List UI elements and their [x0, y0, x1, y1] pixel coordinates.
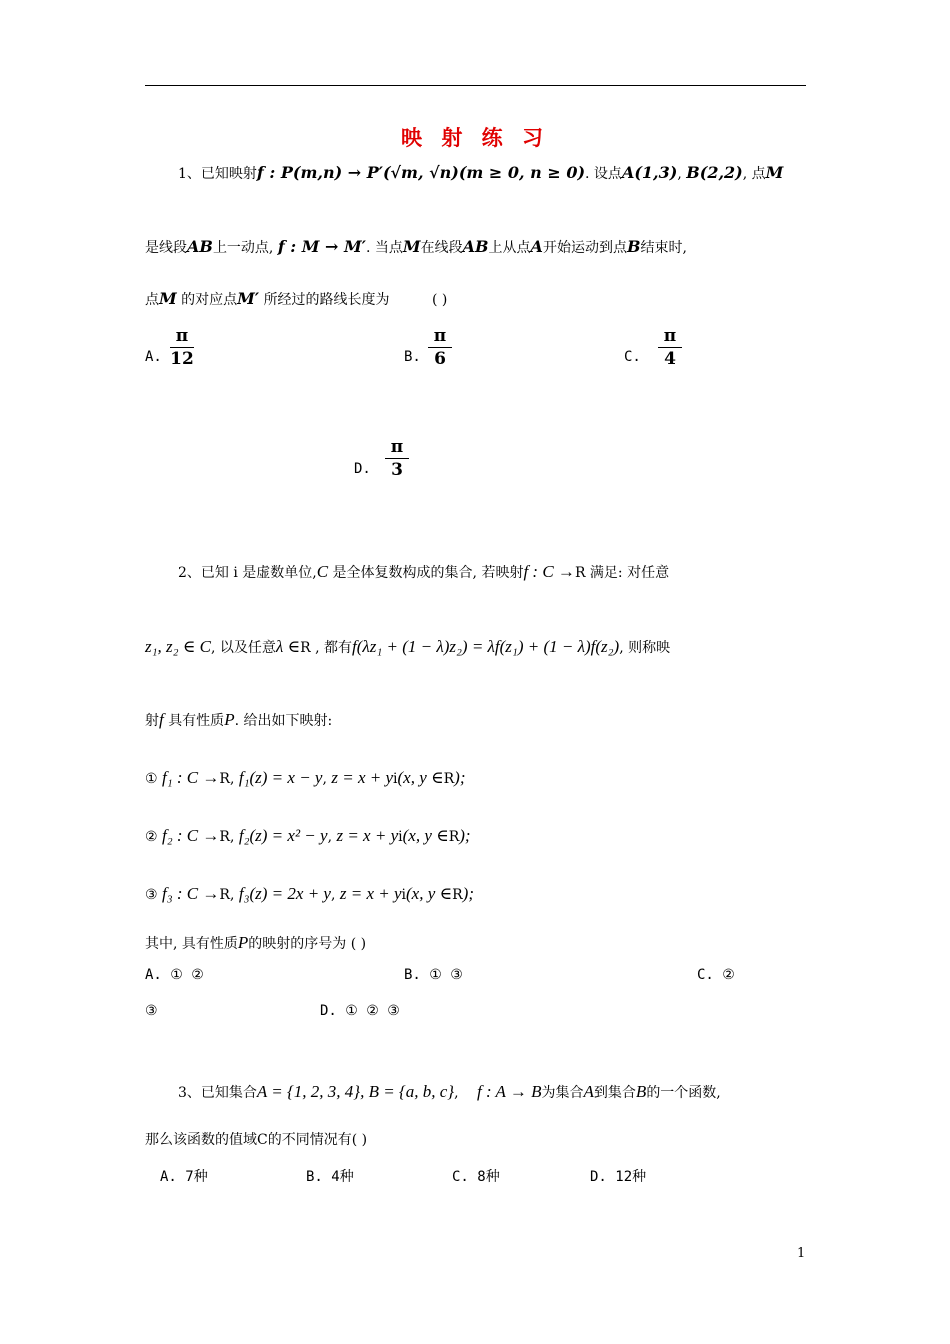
- q2-item-3: [145, 884, 474, 905]
- item-z: z = x + y: [336, 826, 399, 845]
- item-definition: f₁(z) = x − y: [238, 768, 323, 787]
- fraction-numerator: π: [433, 326, 447, 346]
- q3-sets-formula: A = {1, 2, 3, 4}, B = {a, b, c}: [256, 1082, 455, 1101]
- item-text: );: [454, 768, 466, 787]
- q3-option-a: A. 7种: [160, 1169, 208, 1185]
- fraction-bar: [385, 458, 409, 459]
- item-z: z = x + y: [339, 884, 402, 903]
- q1-option-a-label: A.: [145, 349, 162, 365]
- q1-text: 上从点: [488, 240, 531, 256]
- q1-text: , 点: [742, 166, 766, 182]
- q2-option-d: D. ① ② ③: [320, 1003, 400, 1019]
- q2-option-c-cont: ③: [145, 1003, 158, 1019]
- q3-text: 3、已知集合: [178, 1085, 257, 1101]
- q2-text: 的映射的序号为 ( ): [248, 936, 367, 952]
- item-condition: (x, y ∈: [397, 768, 444, 787]
- fraction-denominator: 12: [170, 349, 194, 369]
- q2-var-p: P: [224, 710, 235, 729]
- q1-option-b-fraction: [428, 326, 452, 369]
- item-text: R: [219, 771, 230, 787]
- item-text: ,: [229, 829, 235, 845]
- q1-option-d-fraction: [385, 437, 409, 480]
- q2-text: 具有性质: [168, 713, 225, 729]
- item-z: z = x + y: [331, 768, 394, 787]
- page-title: 映 射 练 习: [401, 126, 549, 150]
- q1-intro: 1、已知映射: [178, 166, 257, 182]
- q3-line1: [178, 1082, 721, 1103]
- item-text: i: [398, 829, 403, 845]
- q2-var-p: P: [237, 933, 249, 952]
- q1-point-b: B(2,2): [686, 163, 743, 182]
- q1-option-b-label: B.: [404, 349, 421, 365]
- header-rule: [145, 85, 806, 86]
- fraction-denominator: 6: [434, 349, 446, 369]
- item-number: ②: [145, 829, 158, 845]
- item-condition: (x, y ∈: [402, 826, 449, 845]
- item-map: f₃ : C →: [162, 884, 220, 903]
- q1-var-ab: AB: [462, 237, 489, 256]
- q1-option-c-label: C.: [624, 349, 641, 365]
- item-map: f₁ : C →: [162, 768, 220, 787]
- q2-text: 射: [145, 713, 159, 729]
- q1-var-ab: AB: [187, 237, 213, 256]
- q1-text: 上一动点,: [212, 240, 274, 256]
- q3-option-c: C. 8种: [452, 1169, 500, 1185]
- item-definition: f₃(z) = 2x + y: [238, 884, 331, 903]
- q2-line2: [145, 637, 670, 658]
- item-text: ,: [229, 887, 235, 903]
- item-map: f₂ : C →: [162, 826, 220, 845]
- fraction-numerator: π: [663, 326, 677, 346]
- q1-line2: [145, 237, 687, 258]
- item-text: R: [219, 829, 230, 845]
- q2-text: , 则称映: [619, 640, 671, 656]
- q2-text: 其中, 具有性质: [145, 936, 238, 952]
- item-text: ,: [330, 887, 336, 903]
- item-number: ①: [145, 771, 158, 787]
- q1-line1: [178, 163, 783, 184]
- q1-option-d-label: D.: [354, 461, 371, 477]
- item-text: i: [393, 771, 398, 787]
- q1-var-m: M: [159, 289, 177, 308]
- q1-text: 点: [145, 292, 159, 308]
- q3-line2: 那么该函数的值域C的不同情况有( ): [145, 1132, 368, 1148]
- fraction-bar: [428, 347, 452, 348]
- item-text: ,: [327, 829, 333, 845]
- q3-text: 为集合: [541, 1085, 584, 1101]
- q1-text: 开始运动到点: [542, 240, 627, 256]
- item-text: );: [462, 884, 474, 903]
- q1-option-c-fraction: [658, 326, 682, 369]
- fraction-denominator: 3: [391, 460, 403, 480]
- q1-text: 所经过的路线长度为: [263, 292, 390, 308]
- q2-text: 是全体复数构成的集合, 若映射: [332, 565, 524, 581]
- q2-set-formula: z₁, z₂ ∈ C: [145, 637, 211, 656]
- q3-map-formula: f : A → B: [476, 1082, 542, 1101]
- q2-map-formula: f : C →: [523, 562, 575, 581]
- q1-line3: [145, 289, 447, 310]
- q1-text: ,: [677, 166, 682, 182]
- item-text: ,: [322, 771, 327, 787]
- q3-option-b: B. 4种: [306, 1169, 354, 1185]
- q1-text: 在线段: [420, 240, 463, 256]
- fraction-numerator: π: [175, 326, 189, 346]
- q2-property-equation: f(λz₁ + (1 − λ)z₂) = λf(z₁) + (1 − λ)f(z₂): [352, 637, 620, 656]
- q2-lambda: λ ∈: [275, 637, 301, 656]
- q2-var-f: f: [159, 710, 164, 729]
- q1-var-m: M: [765, 163, 784, 182]
- q1-var-a: A: [530, 237, 543, 256]
- q1-option-a-fraction: [170, 326, 194, 369]
- q2-text: R , 都有: [300, 640, 352, 656]
- q3-text: 的一个函数,: [646, 1085, 721, 1101]
- q2-item-1: [145, 768, 465, 789]
- q1-text: 的对应点: [181, 292, 238, 308]
- q1-text: . 设点: [585, 166, 622, 182]
- q3-option-d: D. 12种: [590, 1169, 647, 1185]
- item-text: R: [443, 771, 455, 787]
- item-text: R: [448, 829, 460, 845]
- item-text: R: [219, 887, 230, 903]
- q3-text: ,: [454, 1085, 459, 1101]
- q2-option-b: B. ① ③: [404, 967, 463, 983]
- q1-point-a: A(1,3): [621, 163, 678, 182]
- q1-var-b: B: [626, 237, 641, 256]
- q2-text: . 给出如下映射:: [234, 713, 333, 729]
- q2-option-c: C. ②: [697, 967, 735, 983]
- item-number: ③: [145, 887, 158, 903]
- q1-map-formula: f : P(m,n) → P′(√m, √n)(m ≥ 0, n ≥ 0): [256, 163, 586, 182]
- fraction-denominator: 4: [664, 349, 676, 369]
- item-text: i: [401, 887, 407, 903]
- q2-text: 2、已知 i 是虚数单位,: [178, 565, 317, 581]
- q2-item-2: [145, 826, 471, 847]
- item-text: );: [459, 826, 471, 845]
- q2-question: [145, 933, 366, 954]
- q3-var-b: B: [635, 1082, 647, 1101]
- q1-var-m: M: [402, 237, 421, 256]
- item-text: R: [452, 887, 463, 903]
- q2-option-a: A. ① ②: [145, 967, 204, 983]
- q1-map-m: f : M → M′: [277, 237, 366, 256]
- fraction-bar: [658, 347, 682, 348]
- item-text: ,: [229, 771, 235, 787]
- q2-line3: [145, 710, 332, 731]
- q3-var-a: A: [583, 1082, 594, 1101]
- q2-line1: [178, 562, 669, 583]
- q1-text: 结束时,: [640, 240, 687, 256]
- q2-var-c: C: [316, 562, 329, 581]
- fraction-numerator: π: [390, 437, 404, 457]
- q2-text: R 满足: 对任意: [574, 565, 670, 581]
- q1-text: . 当点: [365, 240, 403, 256]
- fraction-bar: [170, 347, 194, 348]
- page-number: 1: [797, 1246, 806, 1261]
- q1-var-m-prime: M′: [237, 289, 260, 308]
- item-condition: (x, y ∈: [406, 884, 453, 903]
- q3-text: 到集合: [593, 1085, 636, 1101]
- q2-text: , 以及任意: [210, 640, 276, 656]
- q1-answer-blank: ( ): [432, 292, 448, 308]
- item-definition: f₂(z) = x² − y: [238, 826, 328, 845]
- q1-text: 是线段: [145, 240, 187, 256]
